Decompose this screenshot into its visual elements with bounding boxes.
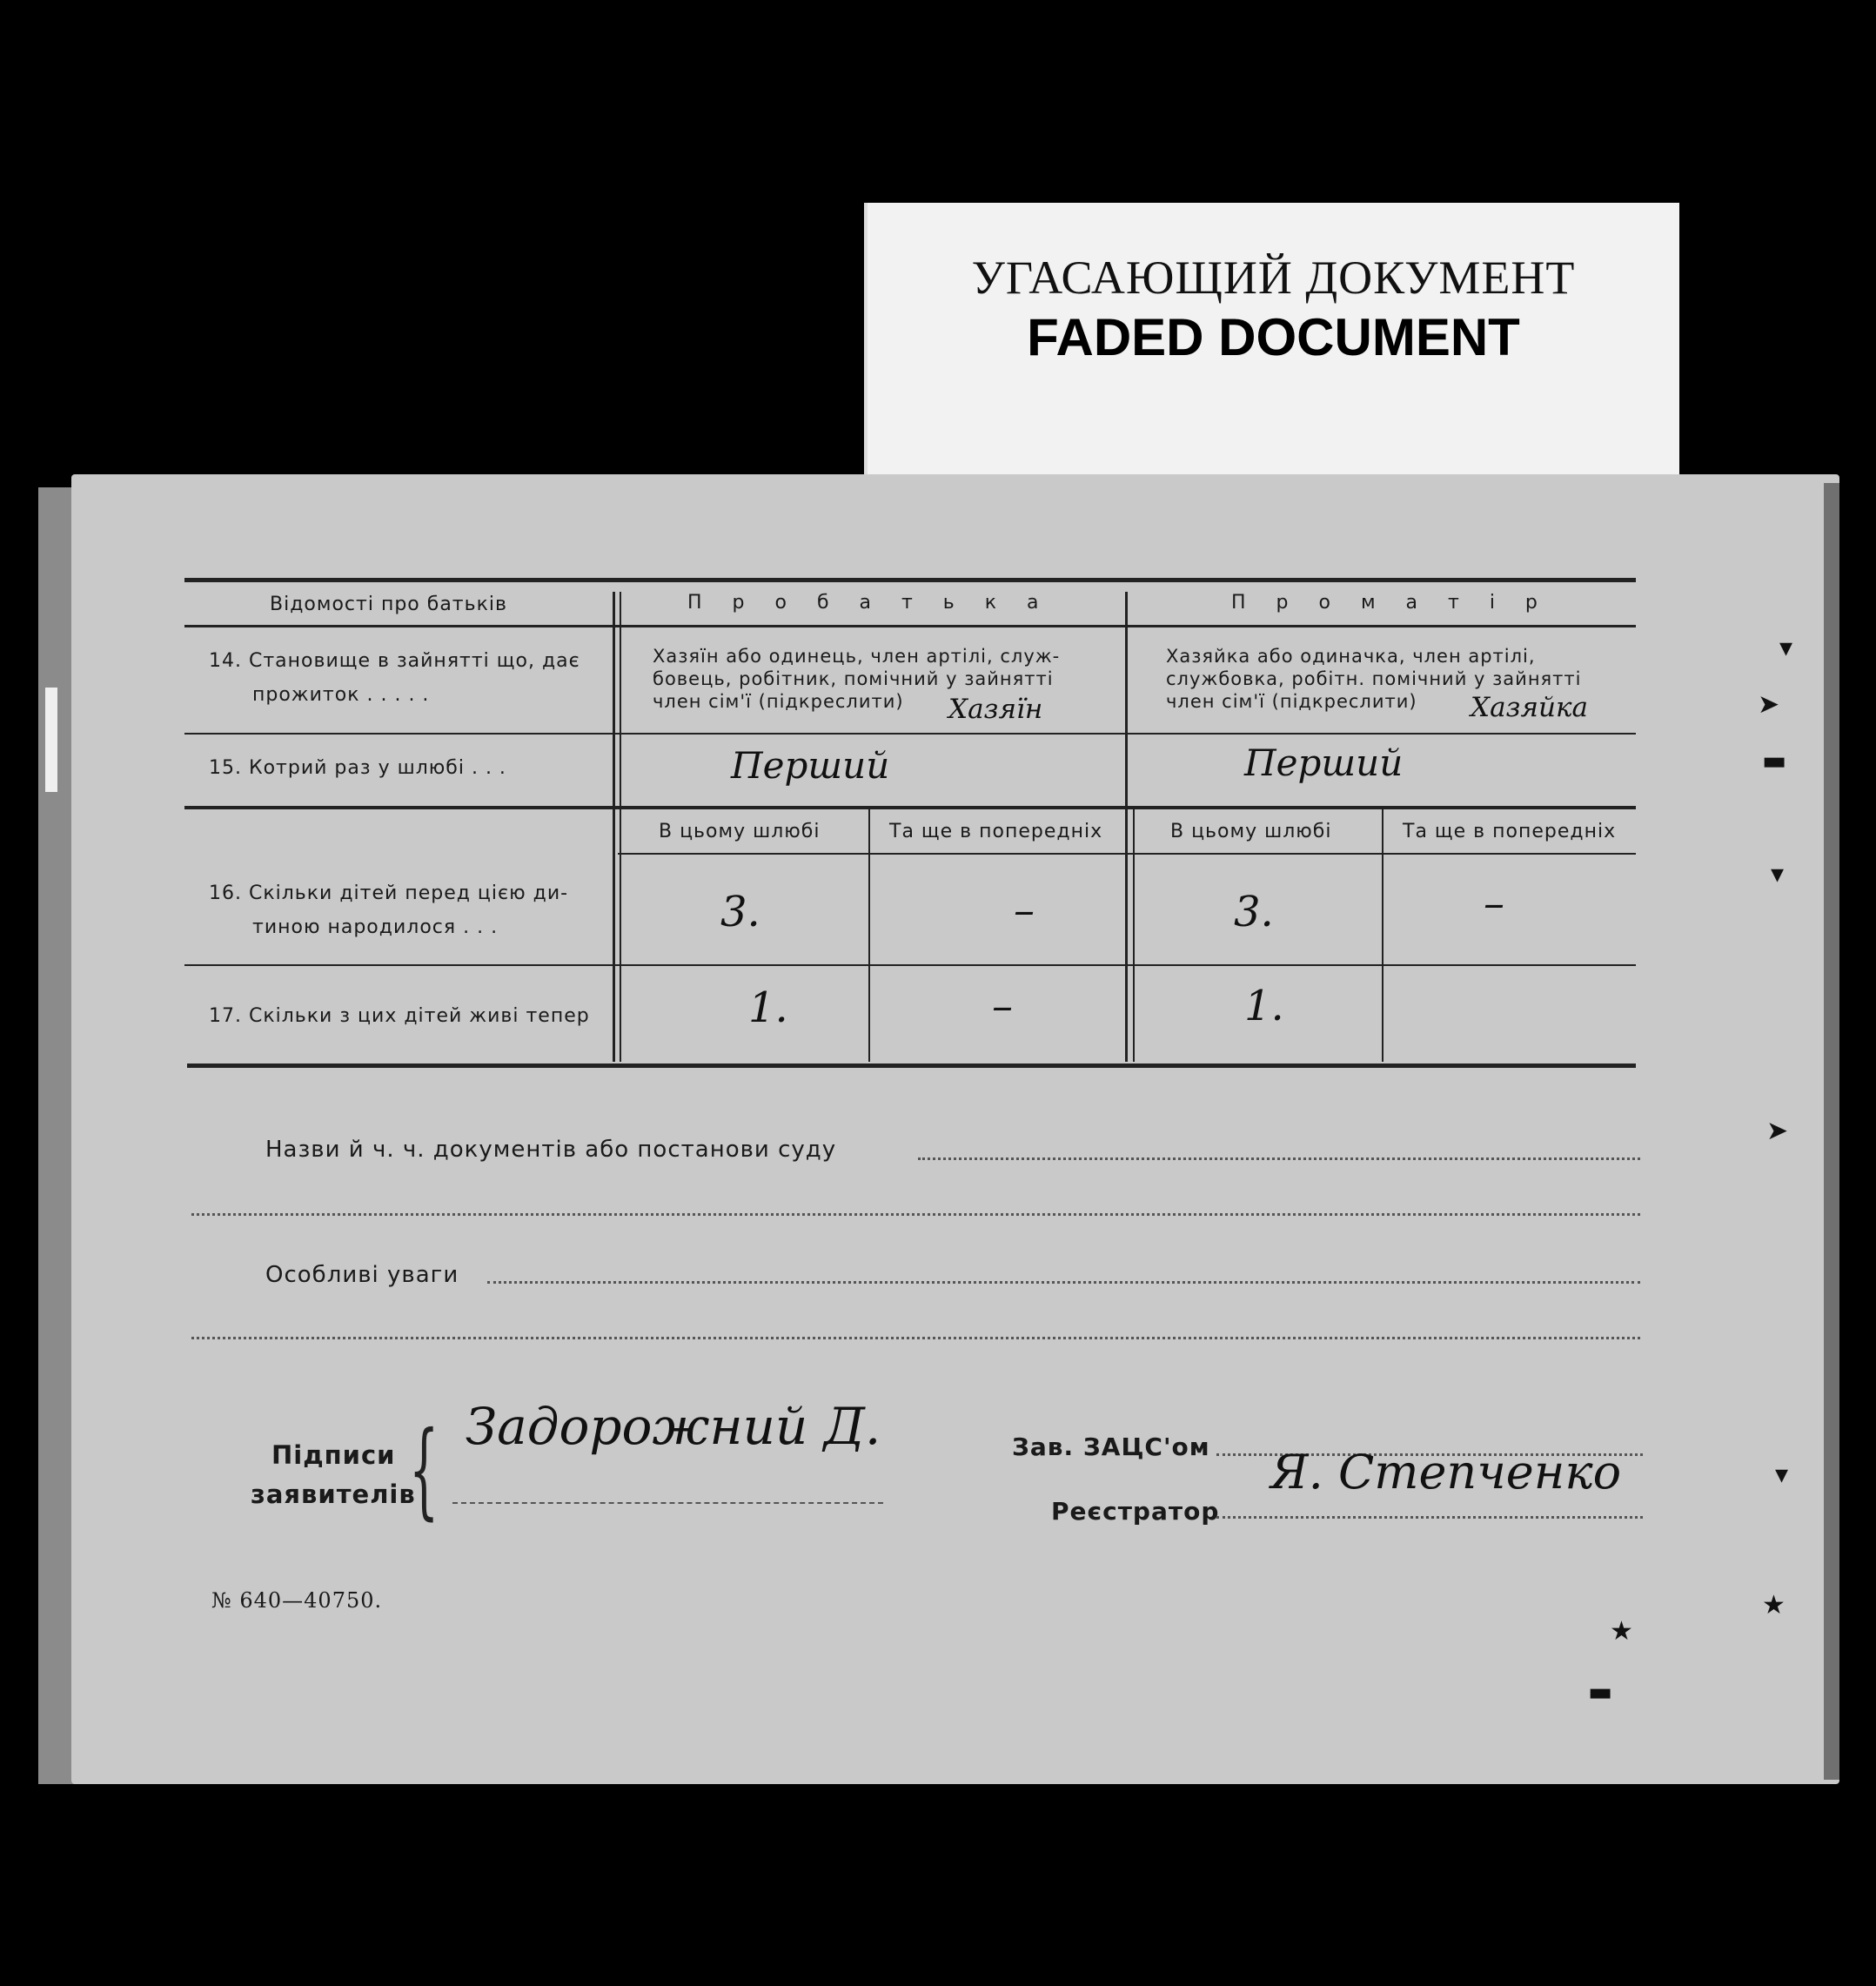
row14-bottom-rule	[184, 733, 1636, 735]
row15-father-value: Перший	[731, 744, 890, 787]
row15-label: 15. Котрий раз у шлюбі . . .	[209, 757, 506, 779]
binding-hole: ★	[1610, 1616, 1633, 1647]
col-divider-mother-sub	[1382, 809, 1384, 1062]
row17-father-current: 1.	[748, 983, 788, 1032]
subheader-mother-current: В цьому шлюбі	[1170, 821, 1332, 842]
row16-mother-current: 3.	[1234, 888, 1274, 936]
remarks-line-2	[191, 1337, 1640, 1339]
documents-line-2	[191, 1213, 1640, 1216]
row14-father-text1: Хазяїн або одинець, член артілі, служ-	[653, 646, 1061, 667]
applicants-label-line1: Підписи	[271, 1440, 396, 1470]
applicants-label-line2: заявителів	[251, 1479, 416, 1509]
binding-hole: ▾	[1771, 859, 1785, 889]
row16-father-previous: –	[1014, 886, 1035, 935]
col-divider-father-double	[1133, 809, 1135, 1062]
table-top-rule	[184, 578, 1636, 582]
subheader-mother-previous: Та ще в попередніх	[1403, 821, 1617, 842]
binding-hole: ▬	[1762, 746, 1787, 776]
applicant-signature: Задорожний Д.	[466, 1397, 881, 1456]
row14-mother-text3: член сім'ї (підкреслити)	[1166, 691, 1417, 712]
head-label: Зав. ЗАЦС'ом	[1012, 1432, 1210, 1461]
remarks-label: Особливі уваги	[265, 1262, 459, 1288]
row14-father-text3: член сім'ї (підкреслити)	[653, 691, 904, 712]
row14-father-value: Хазяїн	[948, 694, 1043, 725]
applicant-signature-line	[452, 1502, 883, 1504]
row17-label: 17. Скільки з цих дітей живі тепер	[209, 1005, 590, 1027]
row14-mother-text1: Хазяйка або одиначка, член артілі,	[1166, 646, 1536, 667]
row15-mother-value: Перший	[1244, 741, 1404, 784]
binding-hole: ▾	[1775, 1459, 1789, 1490]
row17-mother-current: 1.	[1244, 982, 1284, 1030]
table-bottom-rule	[187, 1063, 1636, 1068]
row15-bottom-rule	[184, 806, 1636, 809]
faded-document-label	[864, 203, 1679, 483]
row14-father-text2: бовець, робітник, помічний у зайнятті	[653, 668, 1054, 689]
binding-hole: ▾	[1779, 633, 1793, 663]
row14-mother-value: Хазяйка	[1471, 692, 1588, 723]
documents-label: Назви й ч. ч. документів або постанови суду	[265, 1137, 837, 1163]
col-divider-father	[1125, 592, 1128, 1062]
row16-bottom-rule	[184, 964, 1636, 966]
row16-father-current: 3.	[720, 888, 760, 936]
subheader-father-current: В цьому шлюбі	[659, 821, 821, 842]
registrar-label: Реєстратор	[1051, 1497, 1220, 1526]
row17-father-previous: –	[992, 982, 1013, 1030]
col-divider-father-sub	[868, 809, 870, 1062]
row14-label-line2: прожиток . . . . .	[252, 684, 430, 706]
label-english-text: FADED DOCUMENT	[1027, 308, 1520, 366]
form-number: № 640—40750.	[211, 1588, 383, 1613]
applicants-brace: {	[409, 1410, 439, 1531]
registrar-signature-line	[1216, 1516, 1643, 1519]
header-bottom-rule	[184, 625, 1636, 627]
row16-mother-previous: –	[1484, 879, 1504, 928]
subheader-father-previous: Та ще в попередніх	[889, 821, 1103, 842]
binding-hole: ➤	[1766, 1116, 1789, 1146]
row16-label-line1: 16. Скільки дітей перед цією ди-	[209, 882, 569, 904]
binding-hole: ▬	[1588, 1677, 1613, 1708]
header-father: П р о б а т ь к а	[687, 592, 1051, 614]
binding-hole: ➤	[1758, 689, 1780, 720]
header-info: Відомості про батьків	[270, 594, 507, 615]
registrar-signature: Я. Степченко	[1270, 1445, 1622, 1500]
row16-label-line2: тиною народилося . . .	[252, 916, 499, 938]
row14-mother-text2: службовка, робітн. помічний у зайнятті	[1166, 668, 1582, 689]
page-edge	[1824, 483, 1839, 1780]
header-mother: П р о м а т і р	[1231, 592, 1550, 614]
row14-label-line1: 14. Становище в зайнятті що, дає	[209, 650, 580, 672]
binding-hole: ★	[1762, 1590, 1786, 1620]
label-russian-text: УГАСАЮЩИЙ ДОКУМЕНТ	[971, 252, 1576, 304]
remarks-line	[487, 1281, 1640, 1284]
col-divider-info	[613, 592, 615, 1062]
documents-line	[918, 1157, 1640, 1160]
col-divider-info-double	[620, 592, 621, 1062]
